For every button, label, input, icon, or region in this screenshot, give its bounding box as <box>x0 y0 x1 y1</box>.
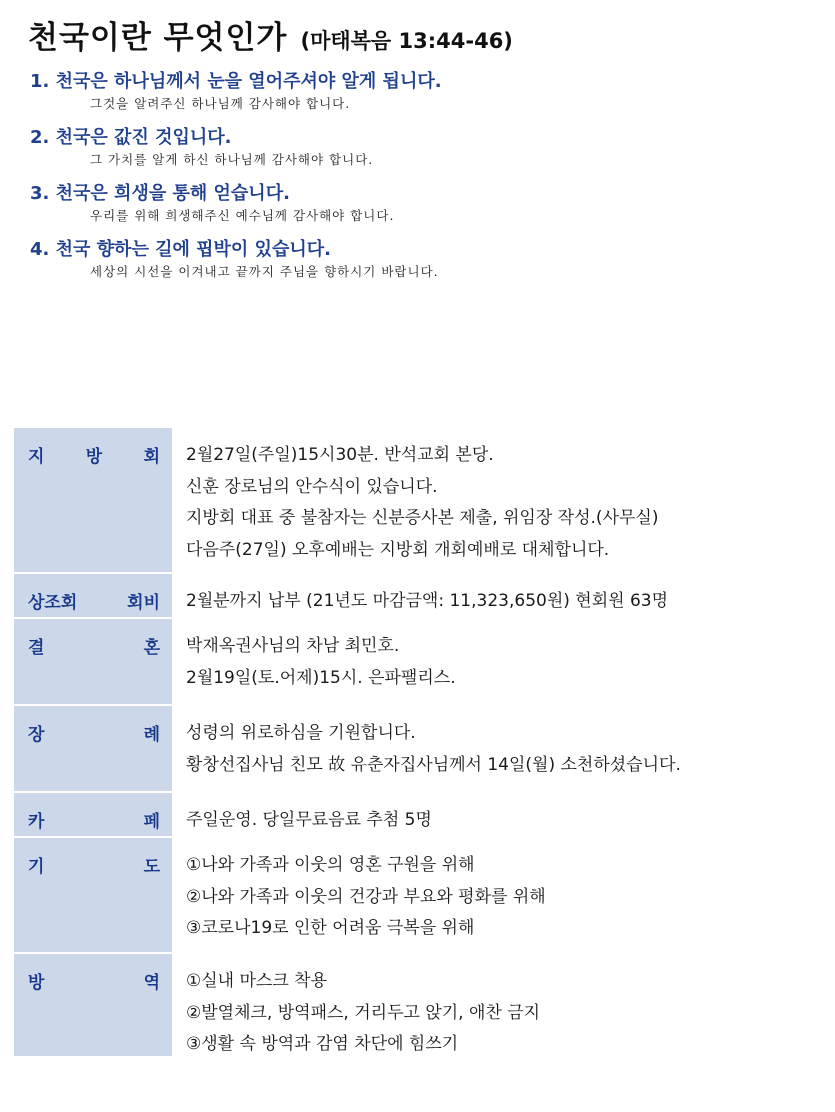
point-subtext: 우리를 위해 희생해주신 예수님께 감사해야 합니다. <box>90 208 395 223</box>
scripture-reference: (마태복음 13:44-46) <box>300 29 513 53</box>
point-subtext: 그것을 알려주신 하나님께 감사해야 합니다. <box>90 96 351 111</box>
notice-line: 지방회 대표 중 불참자는 신분증사본 제출, 위임장 작성.(사무실) <box>186 508 659 528</box>
notice-line: ②나와 가족과 이웃의 건강과 부요와 평화를 위해 <box>186 886 546 907</box>
label-char: 카 <box>28 812 45 832</box>
sermon-point <box>30 126 810 170</box>
notice-row-mutual-aid-dues <box>14 574 819 619</box>
label-char: 례 <box>143 725 160 745</box>
label-char: 도 <box>143 857 160 877</box>
notice-line: 다음주(27일) 오후예배는 지방회 개회예배로 대체합니다. <box>186 539 610 560</box>
sermon-point <box>30 70 810 114</box>
point-heading: 2. 천국은 값진 것입니다. <box>30 127 232 148</box>
notice-line: ①나와 가족과 이웃의 영혼 구원을 위해 <box>186 855 475 875</box>
sermon-points <box>30 70 810 294</box>
label-char: 방 <box>28 973 45 993</box>
point-subtext: 세상의 시선을 이겨내고 끝까지 주님을 향하시기 바랍니다. <box>90 264 439 279</box>
notice-line: ①실내 마스크 착용 <box>186 971 328 991</box>
point-heading: 3. 천국은 희생을 통해 얻습니다. <box>30 183 290 204</box>
notice-label <box>14 793 172 838</box>
notice-label <box>14 574 172 619</box>
notice-row-prayer <box>14 838 819 954</box>
notice-label <box>14 706 172 793</box>
notice-line: 성령의 위로하심을 기원합니다. <box>186 723 416 743</box>
notice-row-wedding <box>14 619 819 706</box>
notice-line: 2월19일(토.어제)15시. 은파팰리스. <box>186 667 456 688</box>
label-char: 장 <box>28 725 45 745</box>
label-char: 방 <box>85 447 103 467</box>
notice-line: 2월분까지 납부 (21년도 마감금액: 11,323,650원) 현회원 63명 <box>186 591 669 611</box>
notice-label <box>14 838 172 954</box>
notice-row-quarantine <box>14 954 819 1058</box>
notice-content <box>172 428 819 574</box>
notice-content <box>172 574 819 619</box>
notice-label <box>14 619 172 706</box>
label-char: 역 <box>143 973 160 993</box>
notice-label <box>14 428 172 574</box>
notice-line: 2월27일(주일)15시30분. 반석교회 본당. <box>186 445 494 465</box>
label-char: 결 <box>28 638 45 658</box>
label-char: 회 <box>143 447 160 467</box>
point-subtext: 그 가치를 알게 하신 하나님께 감사해야 합니다. <box>90 152 374 167</box>
notice-content <box>172 793 819 838</box>
label-char: 혼 <box>143 638 160 658</box>
label-char: 기 <box>28 857 45 877</box>
notice-line: 신훈 장로님의 안수식이 있습니다. <box>186 476 438 497</box>
label-char: 상조회 <box>28 593 78 613</box>
notice-row-funeral <box>14 706 819 793</box>
notice-line: 주일운영. 당일무료음료 추첨 5명 <box>186 810 432 830</box>
sermon-point <box>30 182 810 226</box>
notice-line: 황창선집사님 친모 故 유춘자집사님께서 14일(월) 소천하셨습니다. <box>186 754 681 775</box>
announcements-table <box>14 428 819 1054</box>
sermon-title <box>28 12 513 57</box>
notice-content <box>172 838 819 954</box>
notice-line: ③생활 속 방역과 감염 차단에 힘쓰기 <box>186 1034 459 1054</box>
notice-content <box>172 706 819 793</box>
notice-content <box>172 619 819 706</box>
notice-line: ③코로나19로 인한 어려움 극복을 위해 <box>186 918 475 938</box>
notice-line: 박재옥권사님의 차남 최민호. <box>186 636 400 656</box>
sermon-point <box>30 238 810 282</box>
point-heading: 4. 천국 향하는 길에 핍박이 있습니다. <box>30 239 331 260</box>
notice-content <box>172 954 819 1058</box>
label-char: 지 <box>28 447 45 467</box>
title-main: 천국이란 무엇인가 <box>28 20 288 56</box>
label-char: 페 <box>143 812 160 832</box>
label-char: 회비 <box>127 593 160 613</box>
notice-row-cafe <box>14 793 819 838</box>
notice-line: ②발열체크, 방역패스, 거리두고 앉기, 애찬 금지 <box>186 1002 541 1023</box>
notice-label <box>14 954 172 1058</box>
point-heading: 1. 천국은 하나님께서 눈을 열어주셔야 알게 됩니다. <box>30 71 442 92</box>
notice-row-district-meeting <box>14 428 819 574</box>
